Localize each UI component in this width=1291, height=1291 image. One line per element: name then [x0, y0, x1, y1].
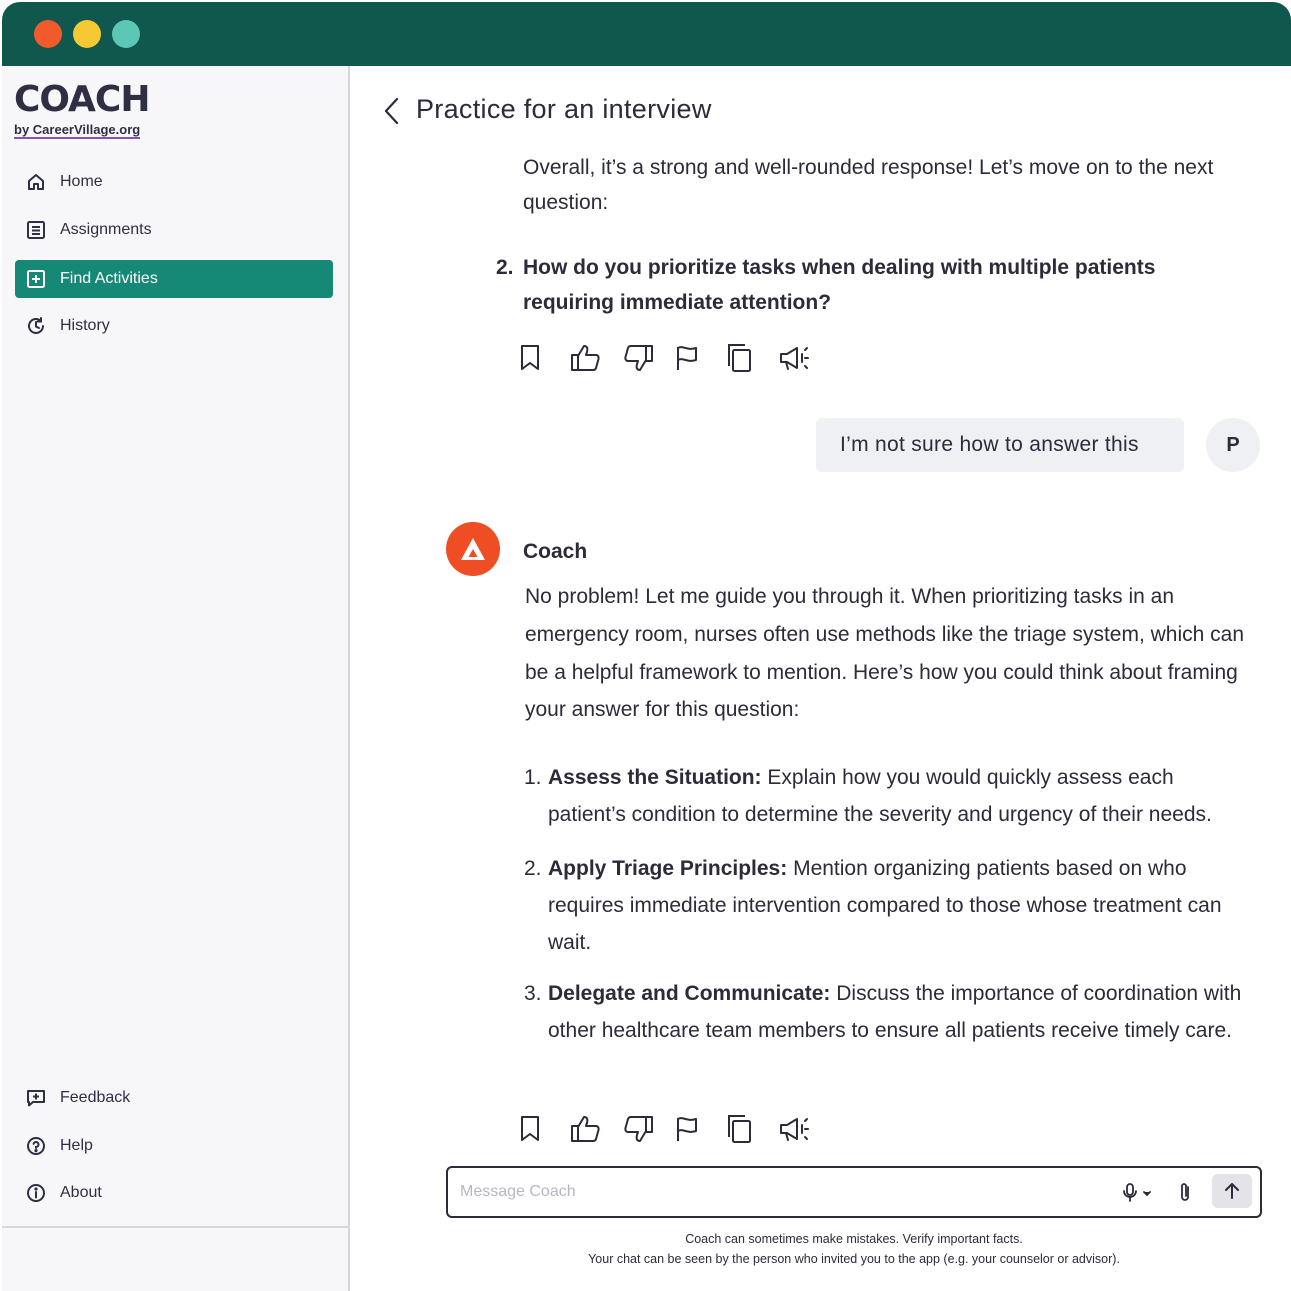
sidebar-item-label: Help — [60, 1137, 93, 1154]
disclaimer-text: Coach can sometimes make mistakes. Verify important facts. — [685, 1232, 1023, 1246]
list-item-number: 1. — [524, 766, 542, 789]
user-message-bubble: I’m not sure how to answer this — [816, 418, 1184, 472]
arrow-up-icon — [1223, 1181, 1241, 1201]
microphone-icon — [1120, 1180, 1160, 1206]
sidebar-item-home[interactable] — [15, 163, 333, 201]
flag-icon[interactable] — [674, 1113, 726, 1145]
sidebar-divider — [2, 1226, 350, 1228]
page-title: Practice for an interview — [416, 94, 712, 124]
list-item — [524, 759, 1254, 833]
coach-sender-name: Coach — [523, 540, 588, 563]
bookmark-icon[interactable] — [518, 1113, 570, 1145]
message-composer — [446, 1166, 1262, 1218]
question-text: How do you prioritize tasks when dealing with multiple patients requiring immediate attention? — [523, 256, 1156, 314]
logo[interactable] — [14, 80, 149, 137]
list-item-text: Discuss the importance of coordination with other healthcare team members to ensure all patients receive timely care. — [548, 982, 1242, 1042]
sidebar — [2, 66, 350, 1291]
sidebar-item-label: Find Activities — [60, 270, 158, 287]
thumbs-down-icon[interactable] — [622, 342, 674, 374]
sidebar-item-about[interactable] — [15, 1174, 333, 1212]
sidebar-item-label: History — [60, 317, 110, 334]
sidebar-item-feedback[interactable] — [15, 1079, 333, 1117]
message-actions — [518, 1113, 830, 1145]
back-arrow-icon[interactable] — [380, 96, 404, 126]
history-icon — [25, 315, 47, 337]
title-bar — [2, 2, 1291, 66]
sidebar-item-label: Assignments — [60, 221, 152, 238]
sidebar-item-find-activities[interactable] — [15, 260, 333, 298]
send-button[interactable] — [1212, 1174, 1252, 1208]
sidebar-item-help[interactable] — [15, 1127, 333, 1165]
bookmark-icon[interactable] — [518, 342, 570, 374]
message-actions — [518, 342, 830, 374]
logo-subtitle — [14, 122, 149, 137]
help-icon — [25, 1135, 47, 1157]
read-aloud-icon[interactable] — [778, 1113, 830, 1145]
sidebar-item-label: Home — [60, 173, 103, 190]
list-item-number: 3. — [524, 982, 542, 1005]
sidebar-item-assignments[interactable] — [15, 211, 333, 249]
thumbs-up-icon[interactable] — [570, 342, 622, 374]
coach-avatar — [446, 522, 500, 576]
minimize-window-button[interactable] — [73, 20, 101, 48]
info-icon — [25, 1182, 47, 1204]
home-icon — [25, 171, 47, 193]
coach-message-intro: No problem! Let me guide you through it. When prioritizing tasks in an emergency room, nurses often use methods like the triage system, which can be a helpful framework to mention. Here’s how you could think about framing your answer for this question: — [525, 585, 1245, 722]
question-number: 2. — [496, 256, 514, 279]
sidebar-item-label: Feedback — [60, 1089, 131, 1106]
logo-subtitle-text: by CareerVillage.org — [14, 122, 141, 137]
coach-logo-icon — [458, 534, 488, 564]
list-item — [524, 850, 1254, 961]
sidebar-item-history[interactable] — [15, 307, 333, 345]
logo-title: COACH — [14, 79, 150, 120]
app-window — [2, 2, 1291, 1291]
attach-icon[interactable] — [1174, 1180, 1196, 1206]
feedback-icon — [25, 1087, 47, 1109]
maximize-window-button[interactable] — [112, 20, 140, 48]
document-icon — [25, 219, 47, 241]
flag-icon[interactable] — [674, 342, 726, 374]
list-item — [524, 975, 1254, 1049]
previous-message-text: Overall, it’s a strong and well-rounded response! Let’s move on to the next question: — [523, 156, 1214, 214]
close-window-button[interactable] — [34, 20, 62, 48]
list-item-text: Mention organizing patients based on who requires immediate intervention compared to those whose treatment can wait. — [548, 857, 1222, 954]
list-item-text: Explain how you would quickly assess each patient’s condition to determine the severity and urgency of their needs. — [548, 766, 1212, 826]
copy-icon[interactable] — [726, 1113, 778, 1145]
list-item-title: Delegate and Communicate: — [548, 982, 831, 1005]
list-item-number: 2. — [524, 857, 542, 880]
plus-square-icon — [25, 268, 47, 290]
user-avatar: P — [1206, 418, 1260, 472]
sidebar-item-label: About — [60, 1184, 102, 1201]
list-item-title: Assess the Situation: — [548, 766, 762, 789]
read-aloud-icon[interactable] — [778, 342, 830, 374]
privacy-notice-text: Your chat can be seen by the person who invited you to the app (e.g. your counselor or advisor). — [588, 1252, 1120, 1266]
thumbs-up-icon[interactable] — [570, 1113, 622, 1145]
thumbs-down-icon[interactable] — [622, 1113, 674, 1145]
chat-panel — [352, 66, 1291, 1291]
copy-icon[interactable] — [726, 342, 778, 374]
microphone-dropdown[interactable] — [1120, 1180, 1160, 1206]
message-input[interactable] — [460, 1178, 1080, 1206]
list-item-title: Apply Triage Principles: — [548, 857, 788, 880]
